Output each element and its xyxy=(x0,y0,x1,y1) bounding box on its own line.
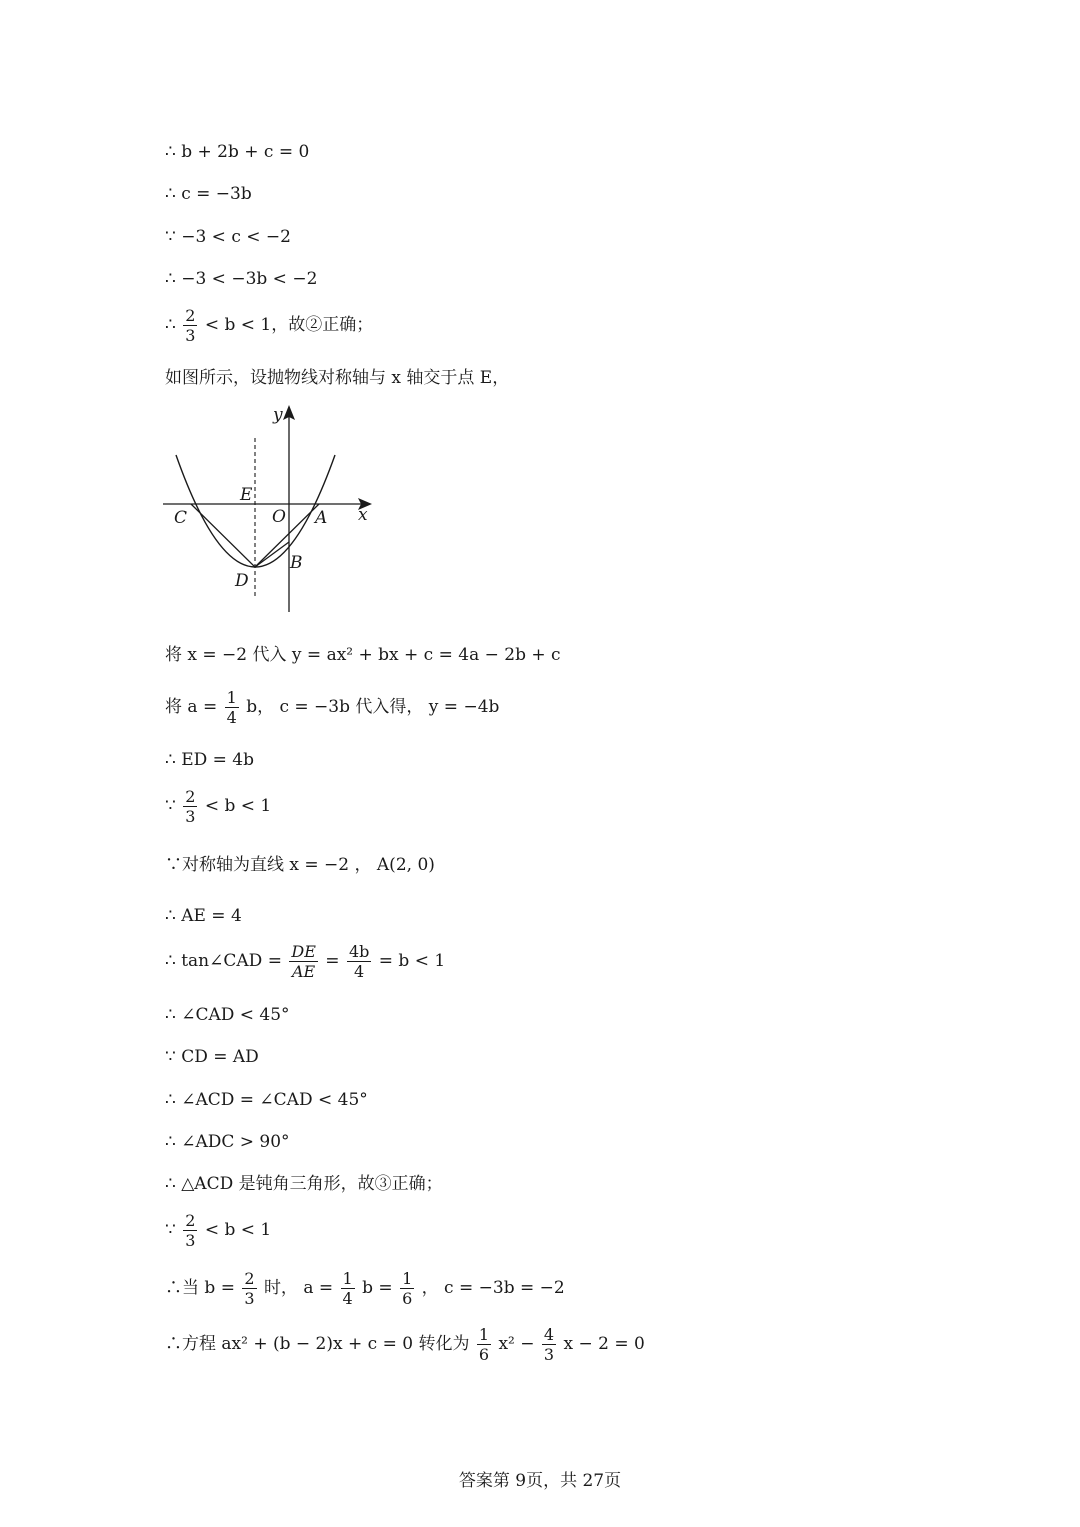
line-19 xyxy=(165,1211,271,1250)
line-10 xyxy=(165,787,271,826)
line-3: ∵ −3 < c < −2 xyxy=(165,227,291,247)
fraction-2-3 xyxy=(183,787,197,826)
frac-num: 4 xyxy=(543,1325,555,1344)
frac-num: 2 xyxy=(185,1211,196,1230)
line-5-post: < b < 1，故②正确； xyxy=(204,315,374,335)
line-9: ∴ ED = 4b xyxy=(165,750,255,770)
fraction-4-3 xyxy=(542,1325,556,1364)
frac-num: 1 xyxy=(402,1269,413,1288)
fraction-4b-4 xyxy=(347,942,371,981)
segment-DB xyxy=(255,542,289,567)
fraction-1-4 xyxy=(225,688,239,727)
line-21-post: x − 2 = 0 xyxy=(563,1334,645,1354)
line-16: ∴ ∠ACD = ∠CAD < 45° xyxy=(165,1090,368,1110)
line-20-mid: 时， a = xyxy=(263,1278,334,1298)
line-10-pre: ∵ xyxy=(165,796,176,816)
fraction-2-3 xyxy=(242,1269,256,1308)
line-20-mid2: b = xyxy=(362,1278,393,1298)
fraction-2-3 xyxy=(183,306,197,345)
frac-num: 2 xyxy=(244,1269,255,1288)
line-7: 将 x = −2 代入 y = ax² + bx + c = 4a − 2b + c xyxy=(165,645,561,665)
label-A: A xyxy=(315,508,328,528)
page-footer: 答案第 9页，共 27页 xyxy=(458,1471,622,1491)
fraction-1-6 xyxy=(477,1325,491,1364)
frac-num: 2 xyxy=(185,306,196,325)
line-11: ∵对称轴为直线 x = −2 ， A(2, 0) xyxy=(165,855,435,875)
line-17: ∴ ∠ADC > 90° xyxy=(165,1132,290,1152)
frac-num: 4b xyxy=(348,942,370,961)
line-20 xyxy=(165,1269,565,1308)
line-8 xyxy=(165,688,499,727)
label-E: E xyxy=(240,485,253,505)
line-13-pre: ∴ tan∠CAD = xyxy=(165,951,282,971)
label-C: C xyxy=(174,508,188,528)
line-21-pre: ∴方程 ax² + (b − 2)x + c = 0 转化为 xyxy=(165,1334,470,1354)
frac-den: 4 xyxy=(354,962,365,981)
line-15: ∵ CD = AD xyxy=(165,1047,259,1067)
frac-num: 1 xyxy=(226,688,237,707)
frac-den: AE xyxy=(292,962,316,981)
fraction-2-3 xyxy=(183,1211,197,1250)
frac-den: 3 xyxy=(185,326,196,345)
frac-den: 3 xyxy=(185,1231,196,1250)
line-12: ∴ AE = 4 xyxy=(165,906,242,926)
fraction-DE-AE xyxy=(289,942,318,981)
label-y: y xyxy=(273,405,283,425)
line-13-post: = b < 1 xyxy=(378,951,446,971)
parabola-figure xyxy=(160,400,380,620)
line-19-post: < b < 1 xyxy=(204,1220,272,1240)
frac-den: 3 xyxy=(244,1289,255,1308)
label-O: O xyxy=(272,507,286,527)
frac-num: DE xyxy=(291,942,316,961)
label-x: x xyxy=(358,505,368,525)
line-8-pre: 将 a = xyxy=(165,697,218,717)
line-18: ∴ △ACD 是钝角三角形，故③正确； xyxy=(165,1174,443,1194)
frac-num: 1 xyxy=(342,1269,353,1288)
line-5-pre: ∴ xyxy=(165,315,176,335)
line-4: ∴ −3 < −3b < −2 xyxy=(165,269,318,289)
line-21-mid: x² − xyxy=(498,1334,535,1354)
frac-den: 4 xyxy=(342,1289,353,1308)
line-13-eq: = xyxy=(325,951,340,971)
frac-den: 3 xyxy=(543,1345,555,1364)
line-13 xyxy=(165,942,445,981)
line-20-pre: ∴当 b = xyxy=(165,1278,235,1298)
line-8-post: b， c = −3b 代入得， y = −4b xyxy=(246,697,500,717)
frac-den: 3 xyxy=(185,807,196,826)
line-14: ∴ ∠CAD < 45° xyxy=(165,1005,290,1025)
frac-den: 6 xyxy=(402,1289,413,1308)
label-D: D xyxy=(235,571,249,591)
line-20-post: ， c = −3b = −2 xyxy=(421,1278,565,1298)
frac-den: 6 xyxy=(478,1345,490,1364)
line-10-post: < b < 1 xyxy=(204,796,272,816)
segment-CD xyxy=(191,504,255,567)
fraction-1-6 xyxy=(400,1269,414,1308)
label-B: B xyxy=(290,553,303,573)
fraction-1-4 xyxy=(341,1269,355,1308)
line-6: 如图所示，设抛物线对称轴与 x 轴交于点 E， xyxy=(165,368,510,388)
frac-num: 1 xyxy=(478,1325,490,1344)
segment-DA xyxy=(255,504,319,567)
line-19-pre: ∵ xyxy=(165,1220,176,1240)
line-1: ∴ b + 2b + c = 0 xyxy=(165,142,310,162)
line-5 xyxy=(165,306,373,345)
line-2: ∴ c = −3b xyxy=(165,184,252,204)
frac-num: 2 xyxy=(185,787,196,806)
line-21 xyxy=(165,1325,645,1364)
frac-den: 4 xyxy=(226,708,237,727)
